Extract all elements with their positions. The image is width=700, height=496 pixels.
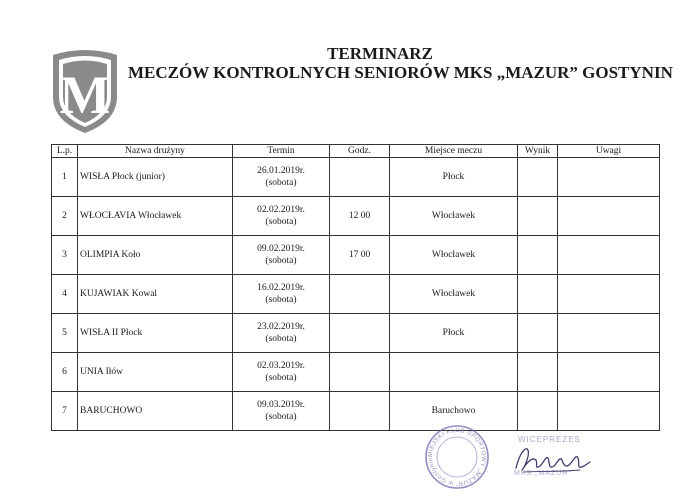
logo-letter: M <box>59 65 111 125</box>
cell-hour: 17 00 <box>330 236 390 275</box>
cell-hour <box>330 158 390 197</box>
cell-date <box>233 314 330 353</box>
cell-result <box>518 275 558 314</box>
day-value: (sobota) <box>265 412 297 422</box>
cell-hour <box>330 353 390 392</box>
stamp-club-name: MKS „MAZUR” <box>514 470 572 477</box>
cell-date <box>233 275 330 314</box>
cell-lp: 4 <box>52 275 78 314</box>
cell-hour <box>330 275 390 314</box>
cell-place: Płock <box>390 158 518 197</box>
table-row <box>52 392 660 431</box>
club-round-stamp <box>424 424 490 490</box>
date-value: 09.02.2019r. <box>257 244 305 254</box>
column-header-team: Nazwa drużyny <box>78 145 233 158</box>
cell-place: Włocławek <box>390 275 518 314</box>
cell-date <box>233 236 330 275</box>
cell-date <box>233 158 330 197</box>
round-stamp-text: MIEJSKI KLUB SPORTOWY „MAZUR” w Gostynin <box>427 427 487 487</box>
document-title: TERMINARZ <box>327 44 433 63</box>
cell-notes <box>558 314 660 353</box>
day-value: (sobota) <box>265 334 297 344</box>
day-value: (sobota) <box>265 178 297 188</box>
cell-lp: 6 <box>52 353 78 392</box>
cell-hour <box>330 314 390 353</box>
table-row <box>52 197 660 236</box>
cell-result <box>518 392 558 431</box>
date-value: 23.02.2019r. <box>257 322 305 332</box>
table-header-row <box>52 145 660 158</box>
cell-lp: 2 <box>52 197 78 236</box>
cell-notes <box>558 353 660 392</box>
day-value: (sobota) <box>265 256 297 266</box>
cell-team: KUJAWIAK Kowal <box>78 275 233 314</box>
cell-team: WISŁA II Płock <box>78 314 233 353</box>
cell-lp: 3 <box>52 236 78 275</box>
column-header-result: Wynik <box>518 145 558 158</box>
cell-date <box>233 392 330 431</box>
cell-lp: 1 <box>52 158 78 197</box>
cell-result <box>518 353 558 392</box>
cell-place: Włocławek <box>390 197 518 236</box>
cell-notes <box>558 236 660 275</box>
stamp-title: WICEPREZES <box>518 435 581 444</box>
cell-place <box>390 353 518 392</box>
table-row <box>52 353 660 392</box>
cell-lp: 5 <box>52 314 78 353</box>
cell-result <box>518 314 558 353</box>
cell-result <box>518 158 558 197</box>
cell-notes <box>558 158 660 197</box>
cell-place: Włocławek <box>390 236 518 275</box>
table-row <box>52 314 660 353</box>
cell-team: UNIA Iłów <box>78 353 233 392</box>
cell-place: Płock <box>390 314 518 353</box>
day-value: (sobota) <box>265 217 297 227</box>
day-value: (sobota) <box>265 295 297 305</box>
date-value: 02.03.2019r. <box>257 361 305 371</box>
column-header-notes: Uwagi <box>558 145 660 158</box>
cell-team: WŁOCŁAVIA Włocławek <box>78 197 233 236</box>
column-header-place: Miejsce meczu <box>390 145 518 158</box>
cell-lp: 7 <box>52 392 78 431</box>
cell-team: BARUCHOWO <box>78 392 233 431</box>
cell-hour <box>330 392 390 431</box>
cell-hour: 12 00 <box>330 197 390 236</box>
table-row <box>52 158 660 197</box>
date-value: 16.02.2019r. <box>257 283 305 293</box>
match-schedule-table <box>51 144 660 431</box>
cell-notes <box>558 392 660 431</box>
cell-notes <box>558 197 660 236</box>
table-row <box>52 275 660 314</box>
document-subtitle: MECZÓW KONTROLNYCH SENIORÓW MKS „MAZUR” GOSTYNIN <box>128 63 673 82</box>
table-row <box>52 236 660 275</box>
cell-date <box>233 353 330 392</box>
cell-notes <box>558 275 660 314</box>
date-value: 02.02.2019r. <box>257 205 305 215</box>
signature <box>510 442 594 476</box>
cell-date <box>233 197 330 236</box>
column-header-hour: Godz. <box>330 145 390 158</box>
date-value: 09.03.2019r. <box>257 400 305 410</box>
day-value: (sobota) <box>265 373 297 383</box>
column-header-date: Termin <box>233 145 330 158</box>
date-value: 26.01.2019r. <box>257 166 305 176</box>
cell-result <box>518 236 558 275</box>
cell-place: Baruchowo <box>390 392 518 431</box>
cell-team: OLIMPIA Koło <box>78 236 233 275</box>
cell-team: WISŁA Płock (junior) <box>78 158 233 197</box>
cell-result <box>518 197 558 236</box>
column-header-lp: L.p. <box>52 145 78 158</box>
